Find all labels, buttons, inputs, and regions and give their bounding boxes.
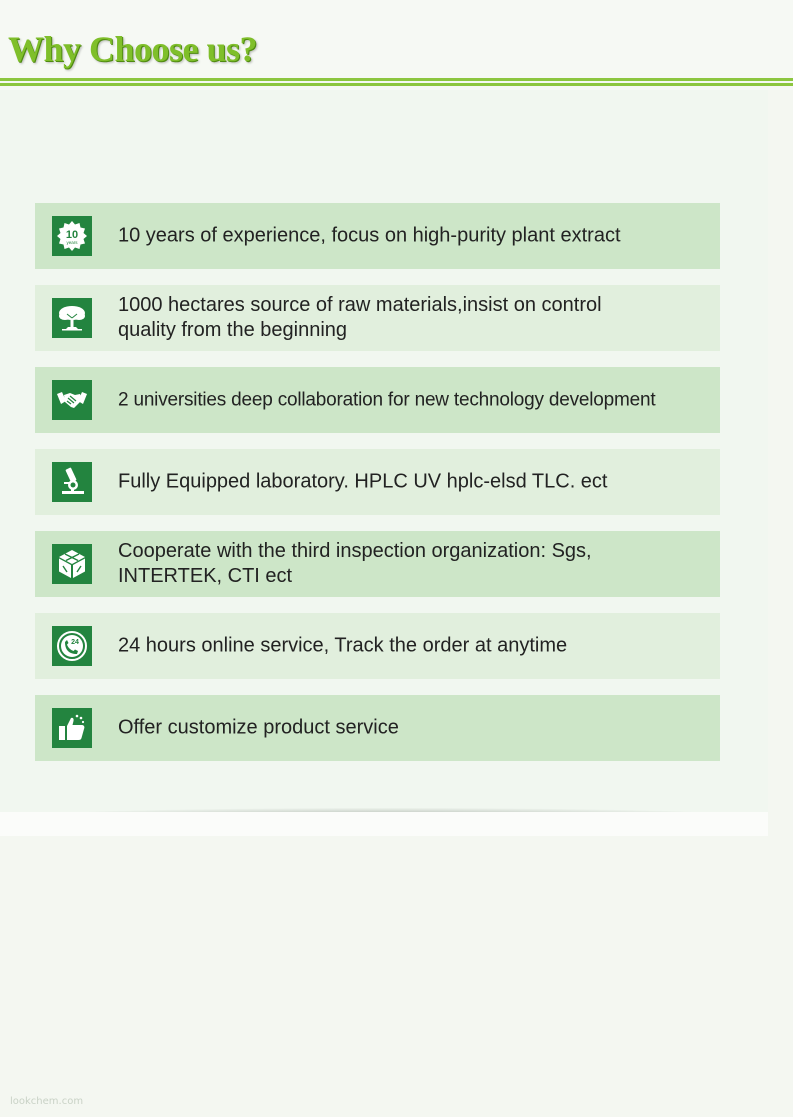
handshake-icon xyxy=(52,380,92,420)
phone-24-icon xyxy=(52,626,92,666)
page-title: Why Choose us? xyxy=(8,29,258,69)
feature-item-customize xyxy=(35,695,720,761)
feature-item-raw-materials xyxy=(35,285,720,351)
feature-item-inspection xyxy=(35,531,720,597)
feature-text: 24 hours online service, Track the order at anytime xyxy=(118,634,568,657)
badge-unit: years xyxy=(66,240,78,245)
cube-icon xyxy=(52,544,92,584)
feature-text: Offer customize product service xyxy=(118,716,399,739)
panel-bottom-strip xyxy=(0,812,768,836)
thumbs-up-icon xyxy=(52,708,92,748)
feature-item-universities xyxy=(35,367,720,433)
feature-item-laboratory xyxy=(35,449,720,515)
feature-text: 1000 hectares source of raw materials,insist on control quality from the beginning xyxy=(118,294,602,341)
watermark: lookchem.com xyxy=(10,1096,84,1107)
feature-item-online-service xyxy=(35,613,720,679)
service-hours-number: 24 xyxy=(71,639,79,646)
feature-text: 2 universities deep collaboration for new technology development xyxy=(118,389,656,411)
ten-years-badge-icon xyxy=(52,216,92,256)
tree-icon xyxy=(52,298,92,338)
feature-text: Fully Equipped laboratory. HPLC UV hplc-elsd TLC. ect xyxy=(118,470,608,493)
header-divider-top xyxy=(0,78,793,81)
microscope-icon xyxy=(52,462,92,502)
header-divider-bottom xyxy=(0,83,793,86)
badge-number: 10 xyxy=(65,229,79,241)
feature-text: 10 years of experience, focus on high-purity plant extract xyxy=(118,224,621,247)
feature-text: Cooperate with the third inspection organization: Sgs, INTERTEK, CTI ect xyxy=(118,540,592,587)
feature-item-experience xyxy=(35,203,720,269)
page-header xyxy=(0,0,793,90)
